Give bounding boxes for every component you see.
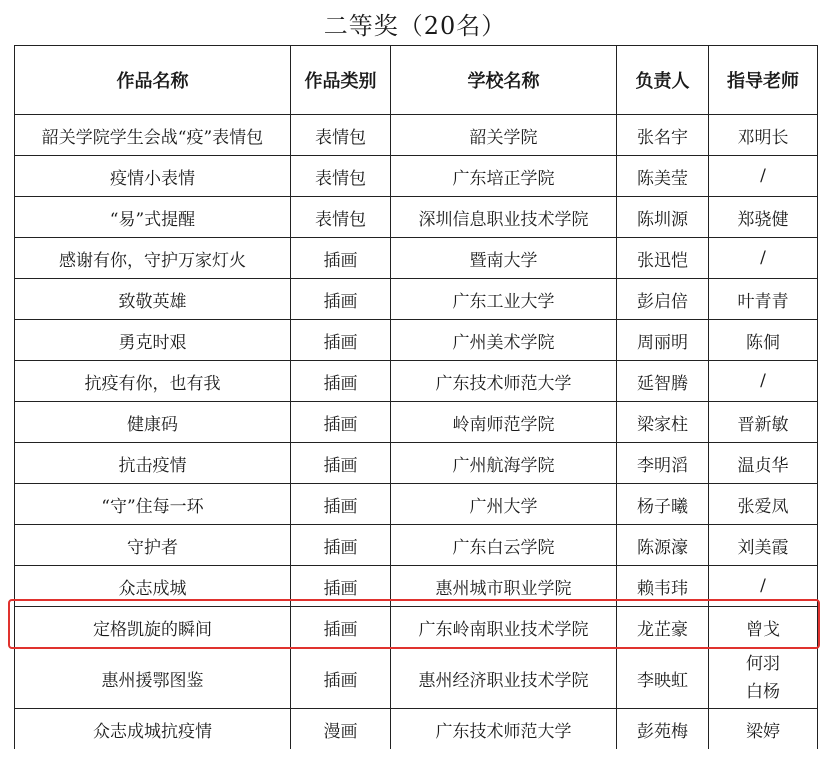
- cell-category: 插画: [291, 648, 391, 709]
- cell-school: 韶关学院: [391, 115, 617, 156]
- cell-advisor: 邓明长: [709, 115, 818, 156]
- cell-category: 插画: [291, 525, 391, 566]
- cell-school: 广州航海学院: [391, 443, 617, 484]
- header-advisor: 指导老师: [709, 46, 818, 115]
- cell-category: 表情包: [291, 197, 391, 238]
- cell-school: 广东工业大学: [391, 279, 617, 320]
- cell-work-name: “易”式提醒: [15, 197, 291, 238]
- cell-category: 插画: [291, 402, 391, 443]
- cell-work-name: 勇克时艰: [15, 320, 291, 361]
- header-school: 学校名称: [391, 46, 617, 115]
- cell-category: 插画: [291, 607, 391, 648]
- highlight-box: [8, 599, 820, 649]
- cell-work-name: 抗疫有你，也有我: [15, 361, 291, 402]
- advisor-line: 白杨: [746, 682, 780, 702]
- table-row: [15, 443, 818, 484]
- cell-leader: 杨子曦: [617, 484, 709, 525]
- cell-school: 广州美术学院: [391, 320, 617, 361]
- cell-school: 广东技术师范大学: [391, 709, 617, 750]
- table-row: [15, 115, 818, 156]
- cell-work-name: 定格凯旋的瞬间: [15, 607, 291, 648]
- cell-leader: 赖韦玮: [617, 566, 709, 607]
- cell-category: 插画: [291, 238, 391, 279]
- header-work-name: 作品名称: [15, 46, 291, 115]
- table-row: [15, 525, 818, 566]
- cell-advisor: /: [709, 238, 818, 279]
- cell-category: 插画: [291, 320, 391, 361]
- cell-category: 插画: [291, 279, 391, 320]
- cell-work-name: 疫情小表情: [15, 156, 291, 197]
- cell-school: 惠州城市职业学院: [391, 566, 617, 607]
- cell-school: 广东白云学院: [391, 525, 617, 566]
- cell-work-name: “守”住每一环: [15, 484, 291, 525]
- cell-advisor: 晋新敏: [709, 402, 818, 443]
- cell-category: 漫画: [291, 709, 391, 750]
- header-leader: 负责人: [617, 46, 709, 115]
- cell-leader: 张迅恺: [617, 238, 709, 279]
- table-row: [15, 484, 818, 525]
- cell-leader: 龙芷豪: [617, 607, 709, 648]
- cell-work-name: 守护者: [15, 525, 291, 566]
- cell-advisor: [709, 648, 818, 709]
- cell-school: 岭南师范学院: [391, 402, 617, 443]
- cell-work-name: 健康码: [15, 402, 291, 443]
- cell-leader: 李明滔: [617, 443, 709, 484]
- table-row: [15, 709, 818, 750]
- cell-leader: 张名宇: [617, 115, 709, 156]
- table-row: [15, 279, 818, 320]
- cell-advisor: 郑骁健: [709, 197, 818, 238]
- cell-work-name: 感谢有你，守护万家灯火: [15, 238, 291, 279]
- cell-work-name: 惠州援鄂图鉴: [15, 648, 291, 709]
- table-row: [15, 320, 818, 361]
- cell-leader: 李映虹: [617, 648, 709, 709]
- cell-leader: 陈源濠: [617, 525, 709, 566]
- cell-category: 插画: [291, 443, 391, 484]
- cell-advisor: 张爱凤: [709, 484, 818, 525]
- cell-work-name: 致敬英雄: [15, 279, 291, 320]
- advisor-line: 何羽: [746, 654, 780, 674]
- cell-category: 插画: [291, 361, 391, 402]
- cell-school: 惠州经济职业技术学院: [391, 648, 617, 709]
- cell-school: 暨南大学: [391, 238, 617, 279]
- cell-leader: 周丽明: [617, 320, 709, 361]
- cell-school: 广东培正学院: [391, 156, 617, 197]
- cell-leader: 彭苑梅: [617, 709, 709, 750]
- cell-school: 广州大学: [391, 484, 617, 525]
- cell-leader: 陈圳源: [617, 197, 709, 238]
- table-row: [15, 238, 818, 279]
- table-row: [15, 648, 818, 709]
- cell-work-name: 众志成城抗疫情: [15, 709, 291, 750]
- cell-school: 深圳信息职业技术学院: [391, 197, 617, 238]
- cell-leader: 陈美莹: [617, 156, 709, 197]
- table-row: [15, 402, 818, 443]
- cell-advisor: /: [709, 566, 818, 607]
- cell-leader: 延智腾: [617, 361, 709, 402]
- cell-work-name: 韶关学院学生会战“疫”表情包: [15, 115, 291, 156]
- header-category: 作品类别: [291, 46, 391, 115]
- cell-leader: 梁家柱: [617, 402, 709, 443]
- cell-work-name: 众志成城: [15, 566, 291, 607]
- cell-category: 插画: [291, 484, 391, 525]
- cell-advisor: 叶青青: [709, 279, 818, 320]
- table-row: [15, 361, 818, 402]
- cell-category: 表情包: [291, 115, 391, 156]
- cell-advisor: 刘美霞: [709, 525, 818, 566]
- page-title: 二等奖（20名）: [323, 12, 507, 40]
- cell-advisor: 温贞华: [709, 443, 818, 484]
- cell-advisor: 陈侗: [709, 320, 818, 361]
- cell-advisor: /: [709, 361, 818, 402]
- cell-leader: 彭启倍: [617, 279, 709, 320]
- cell-advisor: /: [709, 156, 818, 197]
- table-header-row: [15, 46, 818, 115]
- cell-advisor: 曾戈: [709, 607, 818, 648]
- cell-school: 广东岭南职业技术学院: [391, 607, 617, 648]
- cell-work-name: 抗击疫情: [15, 443, 291, 484]
- cell-category: 插画: [291, 566, 391, 607]
- table-row: [15, 197, 818, 238]
- cell-school: 广东技术师范大学: [391, 361, 617, 402]
- cell-advisor: 梁婷: [709, 709, 818, 750]
- table-row: [15, 156, 818, 197]
- cell-category: 表情包: [291, 156, 391, 197]
